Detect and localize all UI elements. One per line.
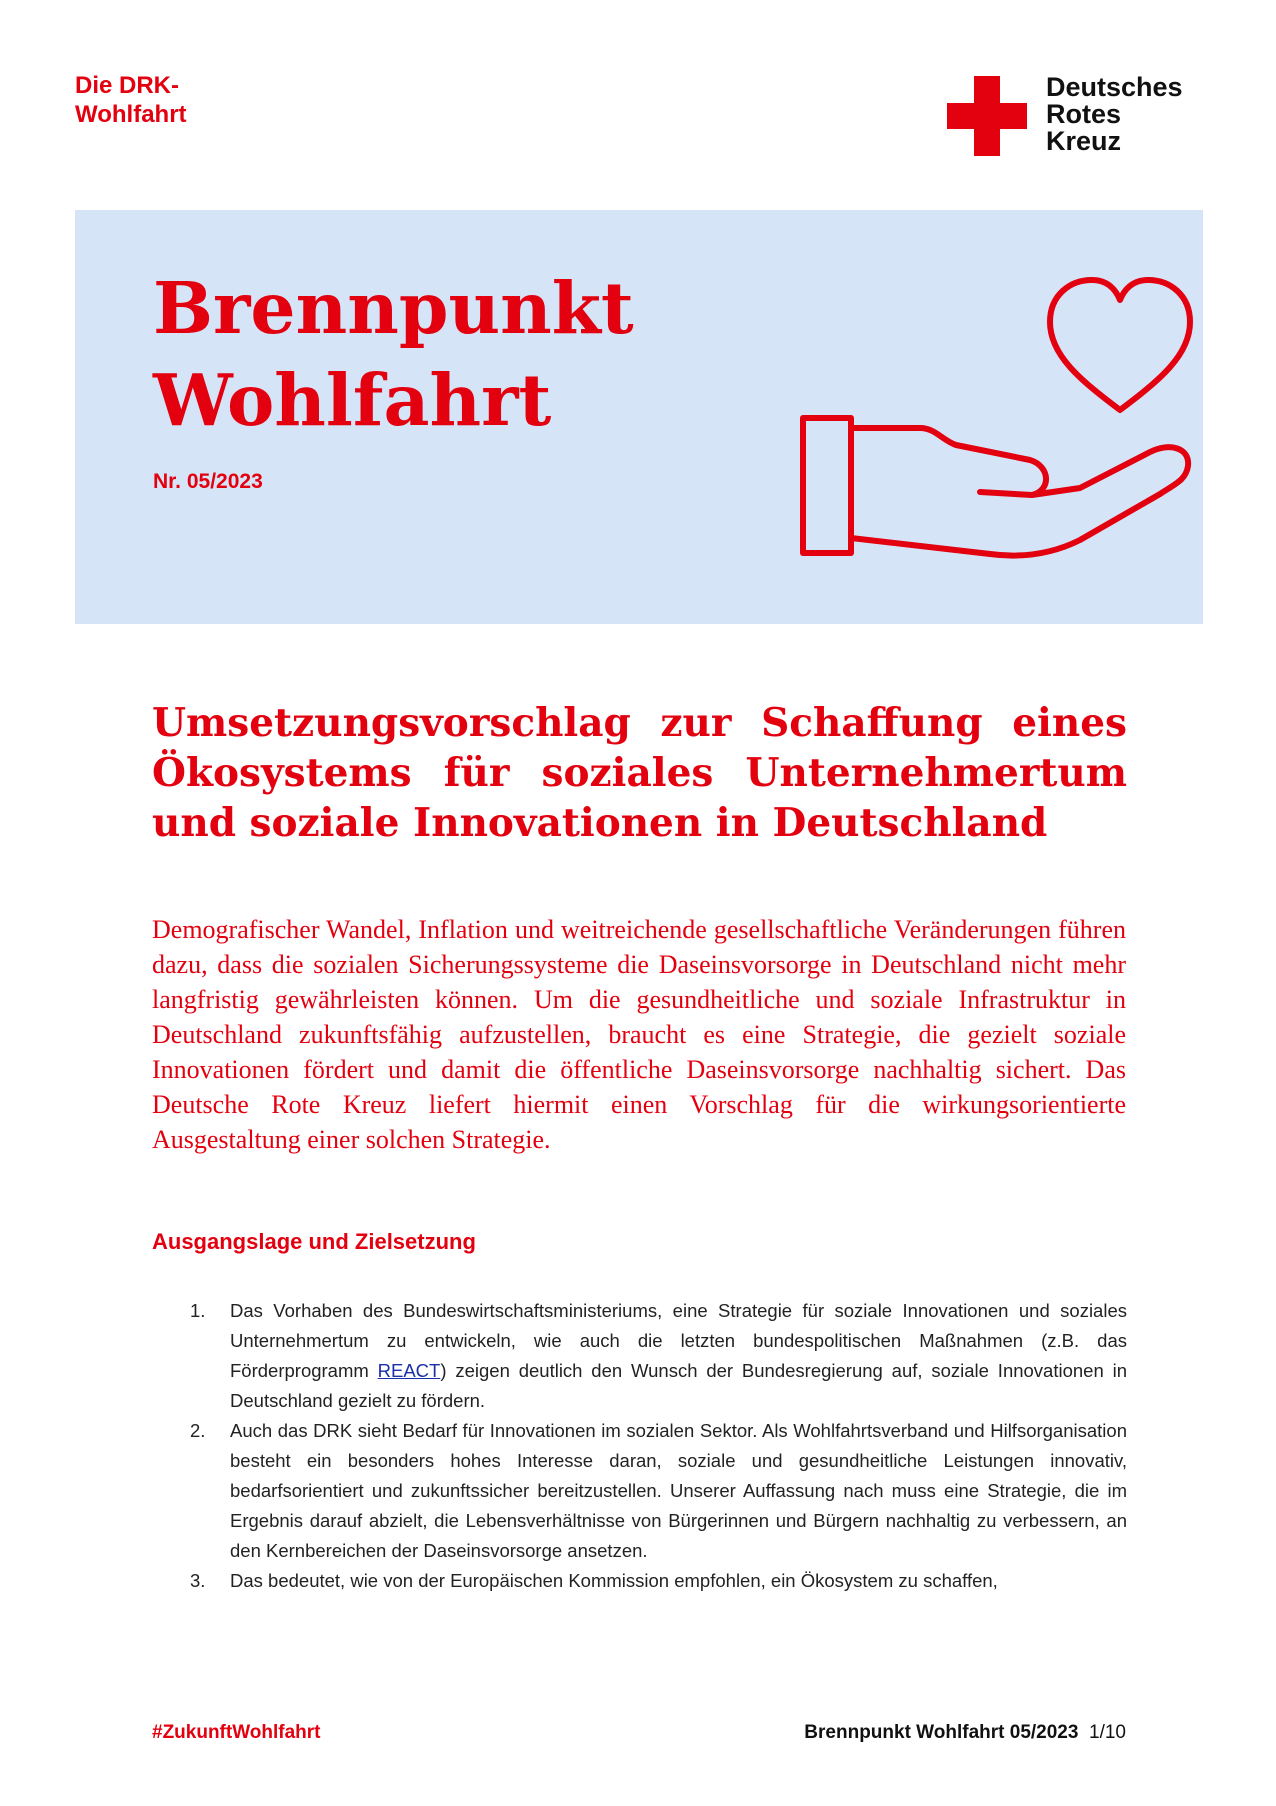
brand-label [75, 71, 187, 129]
list-item-number: 2. [190, 1420, 206, 1441]
list-item-text-continued: ) zeigen deutlich den Wunsch der Bundesregierung auf, soziale Innovationen in Deutschland gezielt zu fördern. [230, 1360, 1127, 1411]
list-item [152, 1416, 1127, 1566]
list-item-text: Das bedeutet, wie von der Europäischen Kommission empfohlen, ein Ökosystem zu schaffen, [230, 1570, 998, 1591]
footer-hashtag: #ZukunftWohlfahrt [152, 1722, 321, 1743]
list-item [152, 1296, 1127, 1416]
list-item-text: Das Vorhaben des Bundeswirtschaftsministeriums, eine Strategie für soziale Innovationen und soziales Unternehmertum zu entwickeln, wie auch die letzten bundespolitischen Maßnahmen (z.B. das Förderprogramm [230, 1300, 1127, 1381]
numbered-list [152, 1296, 1127, 1596]
hand-heart-icon [720, 270, 1240, 570]
drk-logo [947, 72, 1207, 156]
logo-line-2: Rotes [1046, 99, 1122, 129]
intro-paragraph: Demografischer Wandel, Inflation und weitreichende gesellschaftliche Veränderungen führen dazu, dass die sozialen Sicherungssysteme die Daseinsvorsorge in Deutschland nicht mehr langfristig gewährleisten können. Um die gesundheitliche und soziale Infrastruktur in Deutschland zukunftsfähig aufzustellen, braucht es eine Strategie, die gezielt soziale Innovationen fördert und damit die öffentliche Daseinsvorsorge nachhaltig sichert. Das Deutsche Rote Kreuz liefert hiermit einen Vorschlag für die wirkungsorientierte Ausgestaltung einer solchen Strategie. [152, 915, 1126, 1154]
logo-wordmark [1046, 74, 1183, 155]
list-item-number: 3. [190, 1570, 206, 1591]
logo-line-1: Deutsches [1046, 72, 1183, 102]
section-heading: Ausgangslage und Zielsetzung [152, 1229, 476, 1254]
brand-line-1: Die DRK- [75, 72, 180, 99]
red-cross-icon [947, 76, 1027, 156]
list-item-number: 1. [190, 1300, 206, 1321]
list-item [152, 1566, 1127, 1596]
logo-line-3: Kreuz [1046, 126, 1122, 156]
title-line-1: Brennpunkt [153, 266, 634, 350]
list-item-text: Auch das DRK sieht Bedarf für Innovationen im sozialen Sektor. Als Wohlfahrtsverband und Hilfsorganisation besteht ein besonders hohes Interesse daran, soziale und gesundheitliche Leistungen innovativ, bedarfsorientiert und zukunftssicher bereitzustellen. Unserer Auffassung nach muss eine Strategie, die im Ergebnis darauf abzielt, die Lebensverhältnisse von Bürgerinnen und Bürgern nachhaltig zu verbessern, an den Kernbereichen der Daseinsvorsorge ansetzen. [230, 1420, 1127, 1561]
hero-banner [75, 210, 1203, 624]
title-line-2: Wohlfahrt [153, 358, 552, 442]
article-headline: Umsetzungsvorschlag zur Schaffung eines Ökosystems für soziales Unternehmertum und soziale Innovationen in Deutschland [152, 700, 1127, 846]
page-number: 1/10 [1089, 1722, 1126, 1743]
react-link[interactable]: REACT [377, 1360, 441, 1381]
issue-number: Nr. 05/2023 [153, 470, 263, 493]
brand-line-2: Wohlfahrt [75, 101, 187, 128]
footer-page-info [804, 1722, 1126, 1744]
footer-publication: Brennpunkt Wohlfahrt 05/2023 [804, 1722, 1079, 1743]
publication-title [153, 262, 634, 446]
